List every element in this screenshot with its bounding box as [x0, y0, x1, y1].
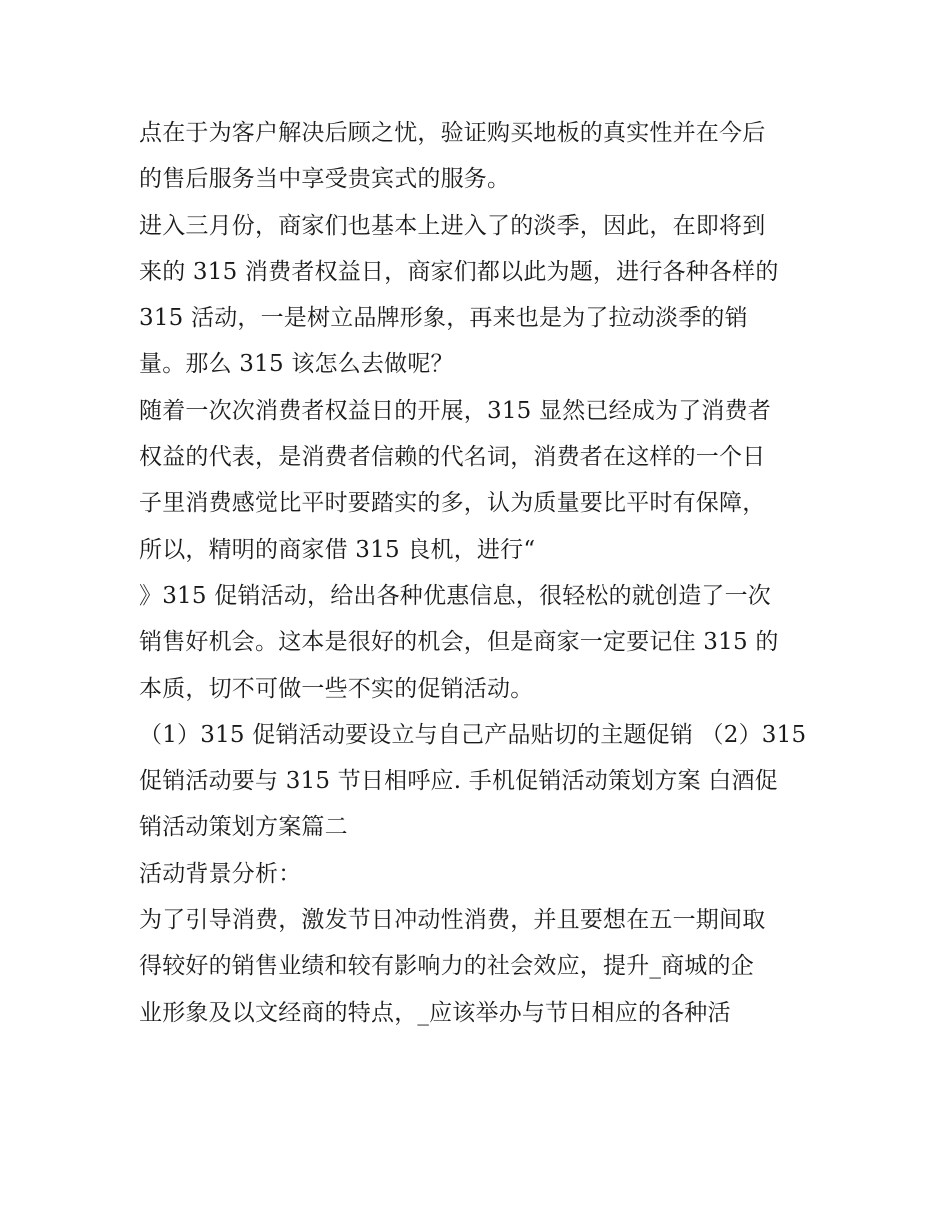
- text-line: 得较好的销售业绩和较有影响力的社会效应，提升_商城的企: [139, 953, 754, 980]
- text-line: 》315 促销活动，给出各种优惠信息，很轻松的就创造了一次: [139, 582, 772, 609]
- text-line: 业形象及以文经商的特点，_应该举办与节日相应的各种活: [139, 999, 731, 1026]
- text-line: 315 活动，一是树立品牌形象，再来也是为了拉动淡季的销: [139, 305, 748, 332]
- text-line: 销售好机会。这本是很好的机会，但是商家一定要记住 315 的: [139, 629, 779, 656]
- document-body: [139, 110, 819, 1036]
- text-line: 点在于为客户解决后顾之忧，验证购买地板的真实性并在今后: [139, 120, 766, 146]
- text-line: 量。那么 315 该怎么去做呢？: [139, 351, 454, 378]
- text-line: 来的 315 消费者权益日，商家们都以此为题，进行各种各样的: [139, 258, 779, 285]
- text-line: 促销活动要与 315 节日相呼应. 手机促销活动策划方案 白酒促: [139, 768, 778, 795]
- text-line: 权益的代表，是消费者信赖的代名词，消费者在这样的一个日: [139, 444, 766, 471]
- text-line: 销活动策划方案篇二: [139, 814, 348, 841]
- text-line: 随着一次次消费者权益日的开展，315 显然已经成为了消费者: [139, 397, 772, 424]
- text-line: （1）315 促销活动要设立与自己产品贴切的主题促销 （2）315: [139, 721, 807, 748]
- text-line: 本质，切不可做一些不实的促销活动。: [139, 675, 534, 702]
- text-line: 所以，精明的商家借 315 良机，进行“: [139, 536, 536, 563]
- text-line: 为了引导消费，激发节日冲动性消费，并且要想在五一期间取: [139, 907, 766, 934]
- section-heading: 活动背景分析：: [139, 860, 302, 887]
- text-line: 进入三月份，商家们也基本上进入了的淡季，因此，在即将到: [139, 212, 766, 239]
- text-line: 的售后服务当中享受贵宾式的服务。: [139, 166, 511, 193]
- text-line: 子里消费感觉比平时要踏实的多，认为质量要比平时有保障，: [139, 490, 766, 517]
